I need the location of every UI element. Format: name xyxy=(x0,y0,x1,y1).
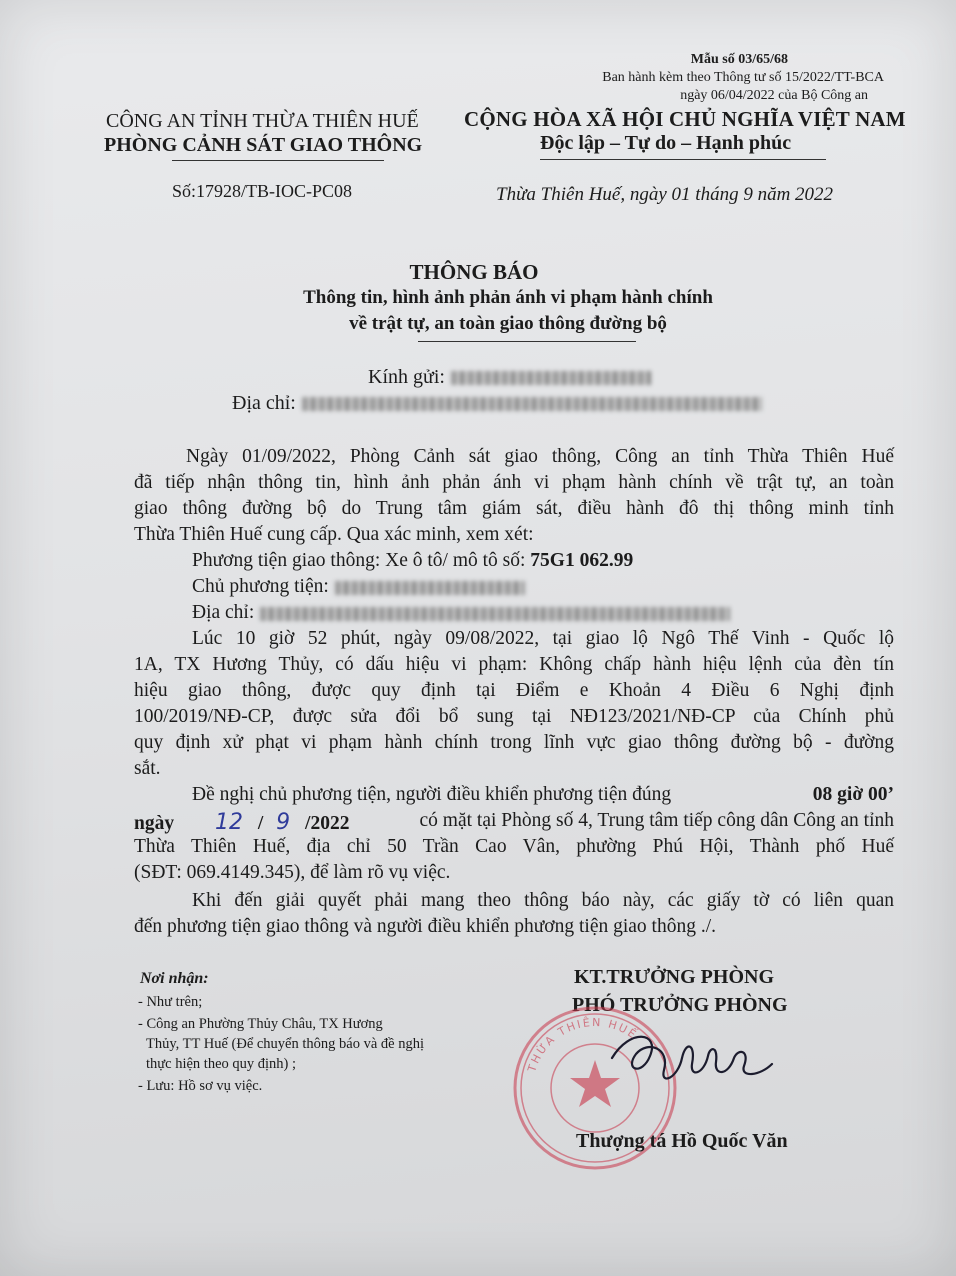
vehicle-plate: 75G1 062.99 xyxy=(530,550,634,571)
paragraph-3-line-4: (SĐT: 069.4149.345), để làm rõ vụ việc. xyxy=(134,862,451,883)
redacted-recipient-address xyxy=(302,397,762,411)
receiver-1: - Như trên; xyxy=(138,994,203,1010)
paragraph-3-line-2: ngày 12 / 9 /2022 có mặt tại Phòng số 4, Trung tâm tiếp công dân Công an tỉnh xyxy=(134,810,894,835)
owner-label: Chủ phương tiện: xyxy=(192,576,329,597)
stamp-arc-text: THỪA THIÊN HUẾ xyxy=(525,1015,640,1074)
form-number: Mẫu số 03/65/68 xyxy=(690,52,788,67)
paragraph-2-line-4: 100/2019/NĐ-CP, được sửa đổi bổ sung tại NĐ123/2021/NĐ-CP của Chính phủ xyxy=(134,706,894,727)
signature-title-2: PHÓ TRƯỞNG PHÒNG xyxy=(572,994,788,1016)
paragraph-4-line-1: Khi đến giải quyết phải mang theo thông báo này, các giấy tờ có liên quan xyxy=(192,890,894,911)
paragraph-2-line-5: quy định xử phạt vi phạm hành chính trong lĩnh vực giao thông đường bộ - đường xyxy=(134,732,894,753)
signature-title-1: KT.TRƯỞNG PHÒNG xyxy=(574,966,774,988)
paragraph-4-line-2: đến phương tiện giao thông và người điều khiển phương tiện giao thông ./. xyxy=(134,916,717,937)
owner-address-line xyxy=(192,602,730,624)
redacted-recipient-name xyxy=(451,371,651,385)
document-subtitle-2: về trật tự, an toàn giao thông đường bộ xyxy=(349,313,667,334)
appointment-time: 08 giờ 00’ xyxy=(812,784,894,805)
form-issued-line-2: ngày 06/04/2022 của Bộ Công an xyxy=(680,88,868,103)
document-subtitle-1: Thông tin, hình ảnh phản ánh vi phạm hành chính xyxy=(303,287,713,308)
redacted-owner-address xyxy=(260,607,730,621)
paragraph-2-line-6: sắt. xyxy=(134,758,161,779)
receiver-2-line-3: thực hiện theo quy định) ; xyxy=(146,1056,297,1072)
vehicle-line xyxy=(192,550,633,572)
handwritten-signature xyxy=(600,1018,780,1108)
agency-name: CÔNG AN TỈNH THỪA THIÊN HUẾ xyxy=(106,110,419,132)
paragraph-2-line-1: Lúc 10 giờ 52 phút, ngày 09/08/2022, tại giao lộ Ngô Thế Vinh - Quốc lộ xyxy=(192,628,894,649)
recipient-address-line xyxy=(232,392,762,415)
signer-name: Thượng tá Hồ Quốc Văn xyxy=(576,1130,788,1152)
recipient-address-label: Địa chỉ: xyxy=(232,392,296,414)
agency-underline xyxy=(172,160,384,161)
form-issued-line-1: Ban hành kèm theo Thông tư số 15/2022/TT-BCA xyxy=(602,70,884,85)
paragraph-1-line-4: Thừa Thiên Huế cung cấp. Qua xác minh, xem xét: xyxy=(134,524,534,545)
paragraph-2-line-2: 1A, TX Hương Thủy, có dấu hiệu vi phạm: Không chấp hành hiệu lệnh của đèn tín xyxy=(134,654,894,675)
receiver-2-line-2: Thủy, TT Huế (Để chuyển thông báo và đề nghị xyxy=(146,1036,424,1052)
paragraph-1-line-3: giao thông đường bộ do Trung tâm giám sát, điều hành đô thị thông minh tỉnh xyxy=(134,498,894,519)
nation-name: CỘNG HÒA XÃ HỘI CHỦ NGHĨA VIỆT NAM xyxy=(464,107,906,131)
paragraph-1-line-1: Ngày 01/09/2022, Phòng Cảnh sát giao thông, Công an tỉnh Thừa Thiên Huế xyxy=(186,446,894,467)
nation-motto: Độc lập – Tự do – Hạnh phúc xyxy=(540,132,792,154)
receiver-3: - Lưu: Hồ sơ vụ việc. xyxy=(138,1078,263,1094)
receiver-2-line-1: - Công an Phường Thủy Châu, TX Hương xyxy=(138,1016,383,1032)
title-underline xyxy=(418,341,636,342)
paragraph-1-line-2: đã tiếp nhận thông tin, hình ảnh phản ánh vi phạm hành chính về trật tự, an toàn xyxy=(134,472,894,493)
owner-line xyxy=(192,576,525,598)
agency-department-text: PHÒNG CẢNH SÁT GIAO THÔNG xyxy=(104,134,423,156)
paragraph-3-line-1: Đề nghị chủ phương tiện, người điều khiển phương tiện đúng 08 giờ 00’ xyxy=(192,784,894,805)
document-number: Số:17928/TB-IOC-PC08 xyxy=(172,181,353,201)
motto-underline xyxy=(540,159,826,160)
handwritten-month: 9 xyxy=(276,810,291,835)
recipient-line xyxy=(368,366,651,389)
vehicle-label: Phương tiện giao thông: Xe ô tô/ mô tô số: xyxy=(192,550,526,571)
receivers-heading: Nơi nhận: xyxy=(140,970,209,987)
document-title: THÔNG BÁO xyxy=(409,260,539,284)
handwritten-day: 12 xyxy=(214,810,243,835)
paragraph-3-line-3: Thừa Thiên Huế, địa chỉ 50 Trần Cao Vân, phường Phú Hội, Thành phố Huế xyxy=(134,836,894,857)
place-date: Thừa Thiên Huế, ngày 01 tháng 9 năm 2022 xyxy=(496,184,834,205)
owner-address-label: Địa chỉ: xyxy=(192,602,255,623)
paragraph-2-line-3: hiệu giao thông, được quy định tại Điểm e Khoản 4 Điều 6 Nghị định xyxy=(134,680,894,701)
redacted-owner-name xyxy=(335,581,525,595)
recipient-label: Kính gửi: xyxy=(368,366,445,388)
agency-department xyxy=(104,134,422,157)
